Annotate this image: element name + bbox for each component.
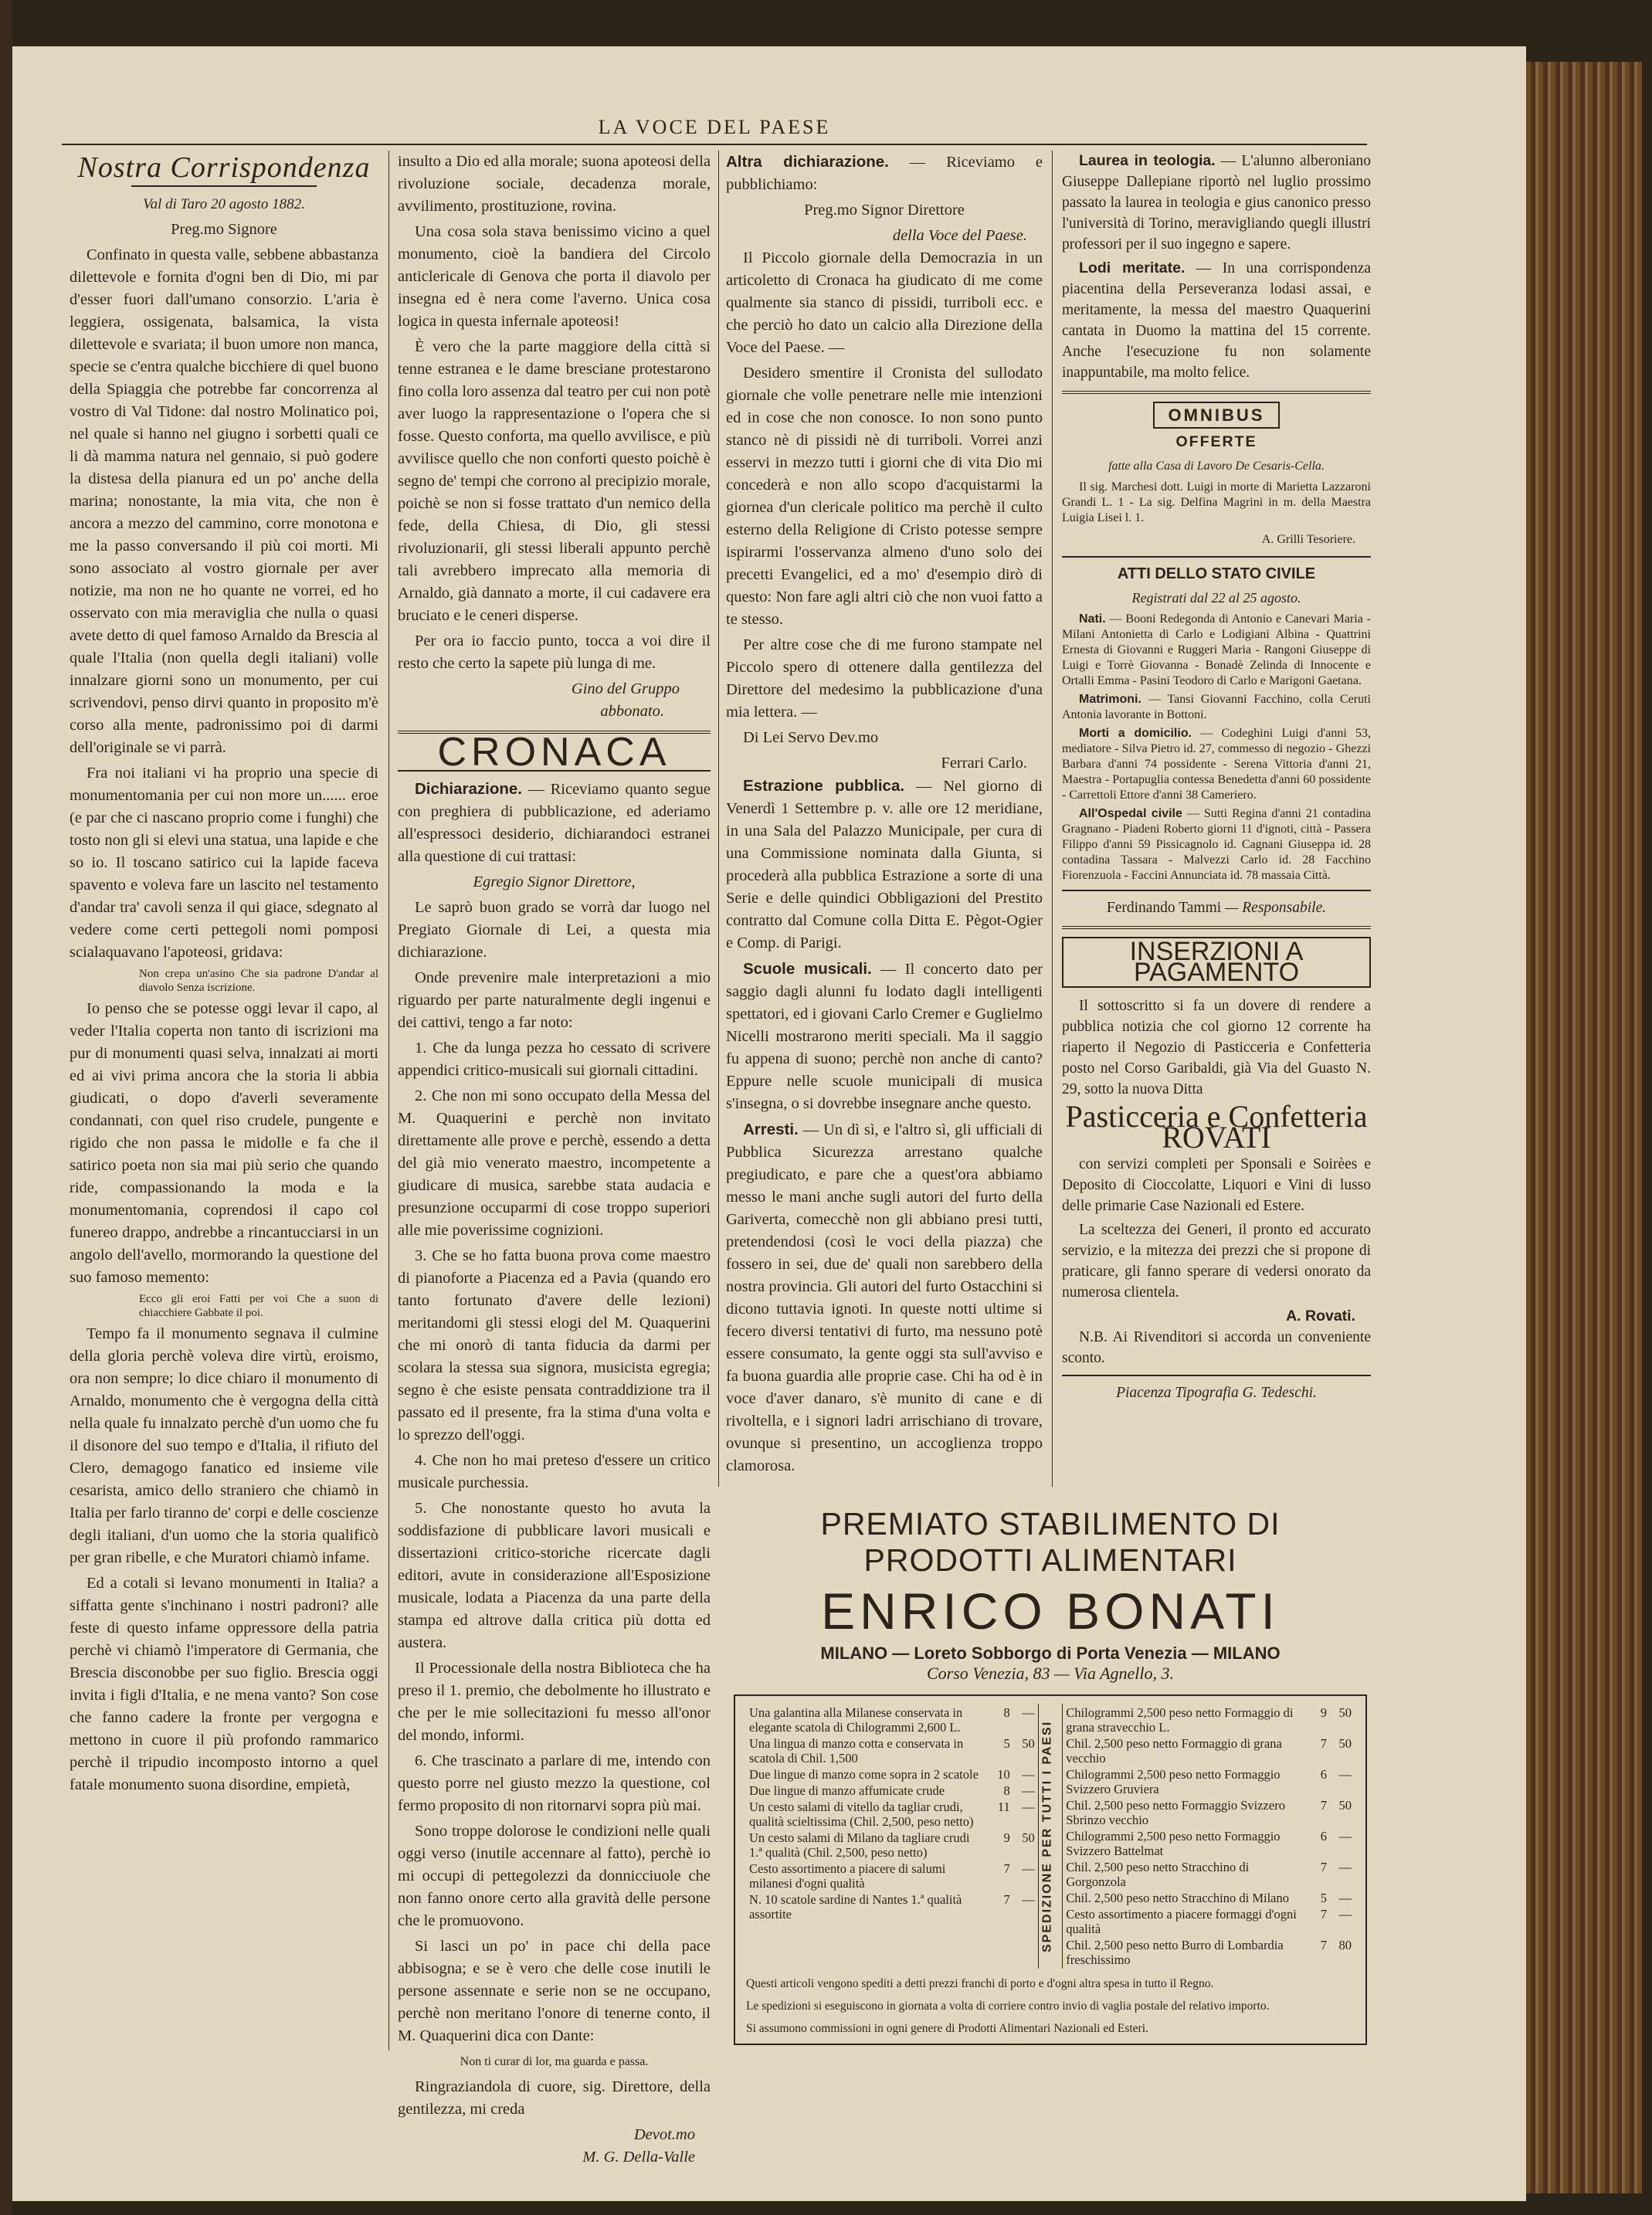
paragraph: Il sig. Marchesi dott. Luigi in morte di Marietta Lazzaroni Grandi L. 1 - La sig. Delfina Magrini in m. della Maestra Luigia Lisei l. 1. <box>1062 480 1371 524</box>
price-item: Cesto assortimento a piacere formaggi d'ogni qualità <box>1066 1907 1297 1936</box>
printer-line: Piacenza Tipografia G. Tedeschi. <box>1116 1385 1317 1401</box>
price-row <box>1064 1704 1353 1735</box>
signature: abbonato. <box>600 703 664 720</box>
ad-address-2: Corso Venezia, 83 — Via Agnello, 3. <box>926 1664 1174 1683</box>
paragraph: 6. Che trascinato a parlare di me, intendo con questo porre nel giusto mezzo la questione, col fermo proposito di non ritornarvi sopra più mai. <box>398 1752 711 1814</box>
salutation: Preg.mo Signor Direttore <box>804 202 965 219</box>
price-item: Un cesto salami di vitello da tagliar crudi, qualità scieltissima (Chil. 2,500, peso netto) <box>749 1799 974 1829</box>
price-row <box>1064 1735 1353 1766</box>
price-row <box>1064 1828 1353 1859</box>
ad-headline: PREMIATO STABILIMENTO DI PRODOTTI ALIMENTARI <box>820 1506 1281 1578</box>
item-heading: Lodi meritate. <box>1079 259 1186 276</box>
dateline: Val di Taro 20 agosto 1882. <box>143 196 305 212</box>
column-divider <box>1052 151 1053 1487</box>
price-item: Cesto assortimento a piacere di salumi milanesi d'ogni qualità <box>749 1861 946 1891</box>
paragraph: Una cosa sola stava benissimo vicino a quel monumento, cioè la bandiera del Circolo anticlericale di Genova che porta il diavolo per insegna ed è nera come l'averno. Unica cosa logica in questa infernale apoteosi! <box>398 223 711 330</box>
salutation: della Voce del Paese. <box>892 227 1027 244</box>
price-cents: — <box>1338 1767 1352 1782</box>
signature: Devot.mo <box>633 2126 695 2143</box>
inserzioni-heading: INSERZIONI A PAGAMENTO <box>1062 937 1371 988</box>
signature: A. Rovati. <box>1286 1308 1355 1325</box>
column-2 <box>398 151 711 2169</box>
paragraph: Le saprò buon grado se vorrà dar luogo nel Pregiato Giornale di Lei, a questa mia dichiarazione. <box>398 899 711 961</box>
price-lire: 7 <box>1320 1907 1327 1922</box>
item-text: — Riceviamo quanto segue con preghiera di pubblicazione, ed aderiamo all'espressoci desiderio, dichiarandoci estranei alla questione di cui trattasi: <box>398 781 711 865</box>
item-heading: Altra dichiarazione. <box>726 153 889 171</box>
price-cents: 50 <box>1022 1830 1035 1845</box>
price-item: Chilogrammi 2,500 peso netto Formaggio di grana stravecchio L. <box>1066 1705 1294 1735</box>
price-row <box>1064 1766 1353 1797</box>
paragraph: Per ora io faccio punto, tocca a voi dire il resto che certo la sapete più lunga di me. <box>398 633 711 672</box>
price-lire: 11 <box>997 1799 1010 1814</box>
item-heading: Nati. <box>1079 612 1106 626</box>
paragraph: Di Lei Servo Dev.mo <box>743 729 879 746</box>
price-item: Due lingue di manzo affumicate crude <box>749 1783 945 1798</box>
price-row <box>748 1735 1036 1766</box>
paragraph: La sceltezza dei Generi, il pronto ed accurato servizio, e la mitezza dei prezzi che si propone di praticare, gli fanno sperare di vedersi onorato da numerosa clientela. <box>1062 1222 1371 1301</box>
price-lire: 7 <box>1320 1938 1327 1952</box>
divider <box>1062 1375 1371 1376</box>
price-row <box>1064 1937 1353 1968</box>
price-row <box>748 1891 1036 1922</box>
price-item: N. 10 scatole sardine di Nantes 1.ª qualità assortite <box>749 1892 962 1922</box>
omnibus-banner <box>1062 402 1371 429</box>
price-cents: — <box>1338 1907 1352 1922</box>
price-item: Due lingue di manzo come sopra in 2 scatole <box>749 1767 979 1782</box>
book-page-edges <box>1526 62 1642 2193</box>
paragraph: Confinato in questa valle, sebbene abbastanza dilettevole e fornita d'ogni ben di Dio, mi par d'esser fuori dall'umano consorzio. L'aria è leggiera, ossigenata, balsamica, la vista dilettevole e svariata; il buon umore non manca, specie se c'entra qualche bicchiere di quel buono della Spiaggia che potrebbe far concorrenza al vostro di Val Tidone: dal nostro Molinatico poi, nel quale si hanno nel giugno i sorbetti quali ce li dà mamma natura nel gennaio, si può godere la distesa della pianura ed un po' anche della marina; nonostante, la mia vita, che non è ancora a mezzo del cammino, corre monotona e me la passo conversando il più coi morti. Mi sono associato al vostro giornale per aver notizie, ma non ne ho quante ne vorrei, ed ho osservato con mia meraviglia che nulla o quasi avete detto di quel famoso Arnaldo da Brescia al quale l'Italia (non quella degli italiani) volle innalzare giorni sono un monumento, per cui scrivendovi, penso dirvi quanto in proposito m'è corso alla mente, padronissimo poi di darmi dell'originale se vi parrà. <box>70 246 378 756</box>
verse: Ecco gli eroi Fatti per voi Che a suon di chiacchiere Gabbate il poi. <box>139 1293 378 1319</box>
paragraph: È vero che la parte maggiore della città si tenne estranea e le dame bresciane protestarono fino colla loro assenza dal teatro per cui non potè aver luogo la rappresentazione o l'opera che si fosse. Questo conforta, ma quello avvilisce, e più avvilisce quello che non conforti questo poichè è segno de' tempi che corrono al precipizio morale, poichè se non si fosse trattato d'un nemico della fede, della Chiesa, di Dio, gli stessi rivoluzionarii, gli stessi liberali appunto perchè tali avrebbero imprecato alla memoria di Arnaldo, già dannato a morte, il cui cadavere era bruciato e le ceneri disperse. <box>398 338 711 624</box>
price-cents: — <box>1338 1860 1352 1874</box>
rovati-title: Pasticceria e Confetteria ROVATI <box>1065 1099 1368 1155</box>
price-lire: 9 <box>1003 1830 1010 1845</box>
item-heading: Matrimoni. <box>1079 693 1141 706</box>
price-lire: 6 <box>1320 1829 1327 1844</box>
item-heading: All'Ospedal civile <box>1079 807 1182 820</box>
item-text: — Il concerto dato per saggio dagli alunni fu lodato dagli intelligenti spettatori, ed i giovani Carlo Cremer e Guglielmo Nicelli mostrarono meriti speciali. Ma il saggio fu appena di suono; perchè non anche di canto? Eppure nelle scuole municipali di musica s'insegna, o si dovrebbe insegnare anche questo. <box>726 961 1043 1112</box>
paragraph: Il Piccolo giornale della Democrazia in un articoletto di Cronaca ha giudicato di me come qualmente sia stanco di pissidi, turriboli ecc. e che perciò ho dato un calcio alla Direzione della Voce del Paese. — <box>726 249 1043 356</box>
responsabile-name: Ferdinando Tammi <box>1106 900 1222 916</box>
price-item: Chilogrammi 2,500 peso netto Formaggio Svizzero Battelmat <box>1066 1829 1281 1858</box>
price-row <box>748 1766 1036 1783</box>
price-lire: 5 <box>1003 1736 1010 1751</box>
divider <box>1062 890 1371 891</box>
price-item: Chil. 2,500 peso netto Stracchino di Milano <box>1066 1891 1289 1905</box>
paragraph: Ed a cotali si levano monumenti in Italia? a siffatta gente s'inchinano i nostri padroni? alle feste di questo infame oppressore della patria perchè vi chiamò l'imperatore di Germania, che Brescia disconobbe per suo figlio. Brescia oggi invita i figli d'Italia, e ne mena vanto? Son cose che fanno cadere la fronte per vergogna e mettono in cuore il più profondo rammarico perchè il tripudio incomposto intorno a quel fatale monumento suona disordine, empietà, <box>70 1575 378 1793</box>
price-row <box>1064 1859 1353 1890</box>
paragraph: 2. Che non mi sono occupato della Messa del M. Quaquerini e perchè non invitato direttamente alle prove e perchè, essendo a detta del già mio venerato maestro, incompetente a giudicare di musica, sarebbe stata audacia e presunzione occuparmi di cose troppo superiori alle mie poverissime cognizioni. <box>398 1087 711 1239</box>
price-note: Questi articoli vengono spediti a detti prezzi franchi di porto e d'ogni altra spesa in tutto il Regno. <box>746 1977 1214 1990</box>
paragraph: 4. Che non ho mai preteso d'essere un critico musicale purchessia. <box>398 1452 711 1491</box>
column-divider <box>388 151 389 2050</box>
price-list-right <box>1064 1704 1353 1968</box>
offerte-subtitle: fatte alla Casa di Lavoro De Cesaris-Cella. <box>1108 460 1325 473</box>
price-row <box>1064 1797 1353 1828</box>
price-lire: 8 <box>1003 1783 1010 1798</box>
price-lire: 7 <box>1320 1860 1327 1874</box>
paragraph: Il sottoscritto si fa un dovere di rendere a pubblica notizia che col giorno 12 corrente ha riaperto il Negozio di Pasticceria e Confetteria posto nel Corso Garibaldi, già Via del Guasto N. 29, sotto la nuova Ditta <box>1062 998 1371 1097</box>
price-item: Una lingua di manzo cotta e conservata in scatola di Chil. 1,500 <box>749 1736 964 1766</box>
price-lire: 7 <box>1003 1892 1010 1907</box>
paragraph: Fra noi italiani vi ha proprio una specie di monumentomania per cui non more un...... eroe (e par che ci nascano proprio come i funghi) che tosto non gli si elevi una statua, una lapide e che so io. Il toscano satirico cui la lapide faceva spavento e voleva fare un lascito nel testamento d'andar tra' cavoli senza il qui giace, sdegnato al vedere come certi pettegoli nomi pomposi scialaquavano l'apoteosi, gridava: <box>70 765 378 961</box>
vertical-banner: SPEDIZIONE PER TUTTI I PAESI <box>1038 1704 1063 1969</box>
price-list-left <box>748 1704 1036 1922</box>
atti-heading: ATTI DELLO STATO CIVILE <box>1117 565 1316 582</box>
price-list <box>734 1694 1367 2045</box>
price-cents: — <box>1338 1891 1352 1905</box>
item-text: — Booni Redegonda di Antonio e Canevari Maria - Milani Antonietta di Carlo e Lodigiani Albina - Quattrini Ernesta di Giovanni e Ruggeri Maria - Rangoni Giuseppe di Luigi e Torrè Giovanna - Bonadè Zelinda di Innocente e Ortalli Emma - Pasini Teodoro di Carlo e Marigoni Gaetana. <box>1062 612 1372 687</box>
price-cents: — <box>1022 1767 1035 1782</box>
price-cents: — <box>1022 1783 1035 1798</box>
paragraph: Sono troppe dolorose le condizioni nelle quali oggi verso (inutile accennare al fatto), perchè io mi occupi di pettegolezzi da donnicciuole che non fanno onore certo alla gravità delle persone che le promuovono. <box>398 1823 711 1929</box>
price-note: Le spedizioni si eseguiscono in giornata a volta di corriere contro invio di vaglia postale del relativo importo. <box>746 2000 1270 2013</box>
price-lire: 10 <box>997 1767 1010 1782</box>
price-cents: — <box>1022 1799 1035 1814</box>
column-1 <box>70 151 378 1799</box>
paragraph: N.B. Ai Rivenditori si accorda un conveniente sconto. <box>1062 1329 1371 1366</box>
item-text: — Tansi Giovanni Facchino, colla Ceruti Antonia lavorante in Bottoni. <box>1062 693 1372 721</box>
item-heading: Laurea in teologia. <box>1079 152 1216 169</box>
item-text: — Riceviamo e pubblichiamo: <box>726 154 1043 193</box>
divider <box>1062 391 1371 394</box>
price-lire: 7 <box>1003 1861 1010 1876</box>
price-cents: — <box>1022 1892 1035 1907</box>
item-text: — Sutti Regina d'anni 21 contadina Gragnano - Piadeni Roberto giorni 11 d'ignoti, città - Passera Filippo d'anni 59 Pissicagnolo id. Cagnani Giuseppa id. 28 contadina Tassara - Malvezzi Carlo id. 28 Facchino Fiorenzuola - Faccini Annunciata id. 78 massaia Città. <box>1062 807 1372 882</box>
section-title: Nostra Corrispondenza <box>77 151 371 184</box>
price-cents: 50 <box>1022 1736 1035 1751</box>
paragraph: 1. Che da lunga pezza ho cessato di scrivere appendici critico-musicali sui giornali cittadini. <box>398 1040 711 1079</box>
price-cents: 50 <box>1338 1798 1352 1813</box>
price-cents: 80 <box>1338 1938 1352 1952</box>
price-lire: 9 <box>1320 1705 1327 1720</box>
price-cents: 50 <box>1338 1736 1352 1751</box>
paragraph: Onde prevenire male interpretazioni a mio riguardo per parte naturalmente degli ingenui e dei cattivi, tengo a far noto: <box>398 969 711 1031</box>
price-item: Un cesto salami di Milano da tagliare crudi 1.ª qualità (Chil. 2,500, peso netto) <box>749 1830 970 1860</box>
paragraph: Ringraziandola di cuore, sig. Direttore, della gentilezza, mi creda <box>398 2078 711 2118</box>
paragraph: Si lasci un po' in pace chi della pace abbisogna; e se è vero che delle cose inutili le persone assennate e serie non se ne occupano, perchè non meritano l'onore di tenerne conto, il M. Quaquerini dica con Dante: <box>398 1938 711 2044</box>
price-row <box>1064 1906 1353 1937</box>
price-item: Una galantina alla Milanese conservata in elegante scatola di Chilogrammi 2,600 L. <box>749 1705 963 1735</box>
price-row <box>748 1704 1036 1735</box>
column-divider <box>718 151 719 1487</box>
bonati-advertisement <box>734 1506 1367 2045</box>
paragraph: Il Processionale della nostra Biblioteca che ha preso il 1. premio, che debolmente ho illustrato e che per le mie sollecitazioni fu messo all'onor del mondo, informi. <box>398 1660 711 1744</box>
item-heading: Morti a domicilio. <box>1079 727 1192 740</box>
column-3 <box>726 151 1043 1481</box>
item-text: — Nel giorno di Venerdì 1 Settembre p. v. alle ore 12 meridiane, in una Sala del Palazzo Municipale, per cura di una Commissione nominata dalla Giunta, si procederà alla pubblica Estrazione a sorte di una Serie e delle quindici Obbligazioni del Prestito contratto dal Comune colla Ditta E. Pègot-Ogier e Comp. di Parigi. <box>726 778 1043 951</box>
signature: Gino del Gruppo <box>571 680 680 697</box>
paragraph: insulto a Dio ed alla morale; suona apoteosi della rivoluzione sociale, decadenza morale, avvilimento, prostituzione, rovina. <box>398 153 711 215</box>
paragraph: con servizi completi per Sponsali e Soirèes e Deposito di Cioccolatte, Liquori e Vini di lusso delle primarie Case Nazionali ed Estere. <box>1062 1156 1371 1214</box>
price-row <box>748 1799 1036 1830</box>
signature: M. G. Della-Valle <box>582 2149 695 2166</box>
ad-address: MILANO — Loreto Sobborgo di Porta Venezia — MILANO <box>820 1643 1281 1663</box>
paragraph: 3. Che se ho fatta buona prova come maestro di pianoforte a Piacenza ed a Pavia (quando ero tanto fortunato d'avere delle lezioni) meritandomi gli stessi elogi del M. Quaquerini che mi onorò di tanta fiducia da darmi per scolara la stessa sua signora, musicista egregia; segno è che esiste pensata contraddizione tra il passato ed il presente, fra la stima d'una volta e lo sprezzo dell'oggi. <box>398 1247 711 1443</box>
offerte-heading: OFFERTE <box>1175 433 1257 450</box>
price-item: Chil. 2,500 peso netto Formaggio di grana vecchio <box>1066 1736 1282 1766</box>
price-note: Si assumono commissioni in ogni genere di Prodotti Alimentari Nazionali ed Esteri. <box>746 2022 1148 2035</box>
price-lire: 7 <box>1320 1798 1327 1813</box>
price-cents: — <box>1338 1829 1352 1844</box>
ad-company-name: ENRICO BONATI <box>821 1582 1280 1640</box>
item-heading: Arresti. <box>743 1121 799 1138</box>
price-row <box>748 1861 1036 1891</box>
column-4 <box>1062 151 1371 1406</box>
price-cents: 50 <box>1338 1705 1352 1720</box>
binding-left <box>0 0 12 2215</box>
price-lire: 6 <box>1320 1767 1327 1782</box>
atti-subtitle: Registrati dal 22 al 25 agosto. <box>1131 590 1301 605</box>
price-item: Chil. 2,500 peso netto Burro di Lombardia freschissimo <box>1066 1938 1284 1967</box>
price-row <box>1064 1890 1353 1906</box>
item-heading: Estrazione pubblica. <box>743 777 905 795</box>
price-item: Chilogrammi 2,500 peso netto Formaggio Svizzero Gruviera <box>1066 1767 1281 1796</box>
salutation: Egregio Signor Direttore, <box>473 873 636 890</box>
price-item: Chil. 2,500 peso netto Stracchino di Gorgonzola <box>1066 1860 1250 1889</box>
cronaca-heading: CRONACA <box>437 730 671 775</box>
price-lire: 7 <box>1320 1736 1327 1751</box>
item-text: — In una corrispondenza piacentina della Perseveranza lodasi assai, e meritamente, la messa del maestro Quaquerini cantata in Duomo la mattina del 15 corrente. Anche l'esecuzione fu non solamente inappuntabile, ma molto felice. <box>1062 260 1372 381</box>
paragraph: Per altre cose che di me furono stampate nel Piccolo spero di ottenere dalla gentilezza del Direttore del medesimo la pubblicazione d'una mia lettera. — <box>726 636 1043 721</box>
paragraph: Desidero smentire il Cronista del sullodato giornale che volle penetrare nelle mie intenzioni ed in cose che non conosce. Io non sono punto stanco nè di pissidi nè di turriboli. Vorrei anzi esservi in mezzo tutti i giorni che di vita Dio mi concederà e non allo scopo d'acquistarmi la giornea d'un clericale politico ma perchè il culto esterno della Religione di Cristo potesse sempre ispirarmi l'osservanza almeno d'uno solo dei precetti Evangelici, ed a mo' d'esempio dirò di questo: Non fare agli altri ciò che non vuoi fatto a te stesso. <box>726 365 1043 628</box>
salutation: Preg.mo Signore <box>171 221 277 238</box>
masthead: LA VOCE DEL PAESE <box>62 116 1367 145</box>
item-heading: Dichiarazione. <box>415 780 522 798</box>
quote: Non ti curar di lor, ma guarda e passa. <box>460 2055 649 2068</box>
divider <box>1062 556 1371 558</box>
paragraph: 5. Che nonostante questo ho avuta la soddisfazione di pubblicare lavori musicali e dissertazioni critico-storiche ricercate dagli editori, avute in considerazione all'Esposizione musicale, lodata a Piacenza da una parte della stampa ed altrove dalla critica più dotta ed austera. <box>398 1500 711 1651</box>
price-row <box>748 1830 1036 1861</box>
signature: Ferrari Carlo. <box>941 755 1027 772</box>
paragraph: Io penso che se potesse oggi levar il capo, al veder l'Italia coperta non tanto di iscrizioni ma pur di monumenti quasi selva, innalzati ai morti ed ai vivi prima ancora che la storia li abbia giudicati, o dopo d'averli severamente condannati, con quel riso crudele, pungente e rigido che non passa le midolle e fa che il satirico poeta non sia mai più serio che quando ride, compassionando la moda e la monumentomania, coprendosi il capo col funereo drappo, andrebbe a rincantucciarsi in un angolo dell'avello, mormorando la questione del suo famoso memento: <box>70 1000 378 1286</box>
price-cents: — <box>1022 1861 1035 1876</box>
responsabile-label: — Responsabile. <box>1225 900 1327 916</box>
divider <box>1062 926 1371 929</box>
price-lire: 5 <box>1320 1891 1327 1905</box>
price-lire: 8 <box>1003 1705 1010 1720</box>
divider <box>131 185 317 187</box>
price-cents: — <box>1022 1705 1035 1720</box>
item-text: — Un dì sì, e l'altro sì, gli ufficiali di Pubblica Sicurezza arrestano qualche pregiudicato, e pare che a quest'ora abbiamo messo le mani anche sugli autori del furto della Gariverta, comecchè non gli abbiano presi tutti, pretendendosi (così le voci della piazza) che fossero in sei, due de' quali non sarebbero della nostra provincia. Gli autori del furto Ostacchini si dicono tuttavia ignoti. In queste notti ultime si fecero diversi tentativi di furto, ma nessuno potè essere consumato, la gente oggi sta sull'avviso e fa buona guardia alle proprie case. Chi ha od è in voce d'aver danaro, s'è munito di cane e di rivoltella, e i signori ladri arrischiano di trovare, ovunque si presentino, un accoglienza troppo clamorosa. <box>726 1121 1043 1474</box>
omnibus-label: OMNIBUS <box>1153 402 1281 429</box>
item-text: — L'alunno alberoniano Giuseppe Dallepiane riportò nel luglio prossimo passato la laurea in teologia e gius canonico presso l'università di Torino, meravigliando quegli illustri professori per il suo ingegno e sapere. <box>1062 153 1372 253</box>
price-item: Chil. 2,500 peso netto Formaggio Svizzero Sbrinzo vecchio <box>1066 1798 1285 1827</box>
paragraph: Tempo fa il monumento segnava il culmine della gloria perchè voleva dire virtù, eroismo, ora non sempre; lo dice chiaro il monumento di Arnaldo, monumento che è vergogna della città nella quale fu innalzato perchè d'un uomo che fu il disonore del suo tempo e d'Italia, il rifiuto del Clero, demagogo fanatico ed insieme vile cesarista, amico dello straniero che chiamò in Italia per farlo tiranno de' corpi e delle coscienze degli italiani, d'un uomo che la storia qualificò per gran ribelle, e che Muratori chiamò infame. <box>70 1325 378 1566</box>
item-text: — Codeghini Luigi d'anni 53, mediatore - Silva Pietro id. 27, commesso di negozio - Ghezzi Barbara d'anni 74 possidente - Serena Vittoria d'anni 21, Maestra - Portapuglia contessa Benedetta d'anni 60 possidente - Carrettoli Ettore d'anni 38 Cameriero. <box>1062 727 1372 802</box>
verse: Non crepa un'asino Che sia padrone D'andar al diavolo Senza iscrizione. <box>139 968 378 994</box>
signature: A. Grilli Tesoriere. <box>1261 533 1355 546</box>
price-row <box>748 1783 1036 1799</box>
item-heading: Scuole musicali. <box>743 960 872 978</box>
